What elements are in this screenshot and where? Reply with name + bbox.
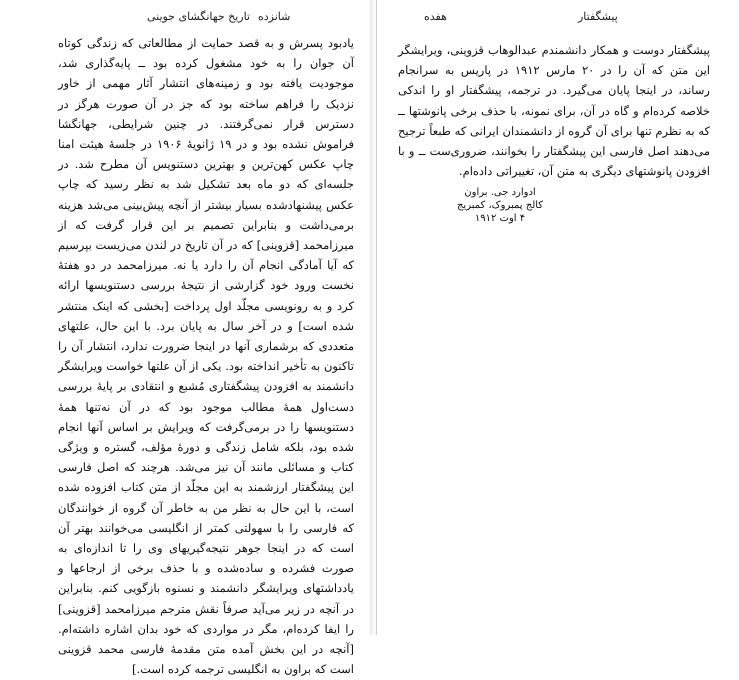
signature-name: ادوارد جی. براون xyxy=(464,187,536,198)
page-number: شانزده xyxy=(258,10,291,23)
signature-date: ۴ اوت ۱۹۱۲ xyxy=(474,213,526,224)
running-title: پیشگفتار xyxy=(578,10,618,23)
running-title: تاریخ جهانگشای جوینی xyxy=(146,10,250,23)
paragraph: یادبود پسرش و به قصد حمایت از مطالعاتی که زندگی کوتاه آن جوان را به خود مشغول کرده بود ــ پایه‌گذاری شد، موجودیت یافته بود و زمینه‌های انتشار آثار مهمی از خاور نزدیک را فراهم ساخته بود که جز در آن صورت هرگز در دسترس قرار نمی‌گرفتند. در چنین شرایطی، جهانگشا فراموش نشده بود و در ۱۹ ژانویهٔ ۱۹۰۶ در جلسهٔ هیئت امنا چاپ عکس کهن‌ترین و بهترین دستنویس آن مطرح شد. در جلسه‌ای که دو ماه بعد تشکیل شد به نظر رسید که چاپ عکس پیشنهادشده بسیار بیشتر از آنچه پیش‌بینی می‌شد هزینه برمی‌داشت و بنابراین تصمیم بر این قرار گرفت که از میرزامحمد [قزوینی] که در آن تاریخ در لندن می‌زیست بپرسیم که آیا آمادگی انجام آن را دارد یا نه. میرزامحمد در دو هفتهٔ نخست ورود خود گزارشی از نتیجهٔ بررسی دستنویسها ارائه کرد و به رونویسی مجلّد اول پرداخت [بخشی که اینک منتشر شده است] و در آخر سال به پایان برد. با این حال، علتهای متعددی که برشماری آنها در اینجا ضرورت ندارد، انتشار آن را تاکنون به تأخیر انداخته بود. یکی از آن علتها خواست ویرایشگر دانشمند به افزودن پیشگفتاری مُشبع و انتقادی بر پایهٔ بررسی دست‌اول همهٔ مطالب موجود بود که در آن نه‌تنها همهٔ دستنویسها را در برمی‌گرفت که ویرایش بر اساس آنها انجام شده بود، بلکه شامل زندگی و دورهٔ مؤلف، گستره و ویژگی کتاب و مسائلی مانند آن نیز می‌شد. هرچند که اصل فارسی این پیشگفتار ارزشمند به این مجلّد از متن کتاب افزوده شده است، با این حال به نظر من به خاطر آن گروه از خوانندگان که فارسی را با سهولتی کمتر از انگلیسی می‌خوانند بهتر آن است که در اینجا جوهر نتیجه‌گیریهای وی را تا اندازه‌ای به صورت فشرده و ساده‌شده و با حذف برخی از ارجاعها و یادداشتهای ویرایشگر دانشمند و نسنوه بازگویی کنم. بنابراین در آنچه در زیر می‌آید صرفاً نقش مترجم میرزامحمد [قزوینی] را ایفا کرده‌ام، مگر در مواردی که خود بدان اشاره داشته‌ام. [آنچه در این بخش آمده متن مقدمهٔ فارسی محمد قزوینی است که براون به انگلیسی ترجمه کرده است.] xyxy=(58,36,354,677)
signature-affiliation: کالج پمبروک، کمبریج xyxy=(456,200,544,211)
paragraph: پیشگفتار دوست و همکار دانشمندم عبدالوهاب قزوینی، ویرایشگر این متن که آن را در ۲۰ مارس ۱۹۱۲ در پاریس به سرانجام رساند، در اینجا پایان می‌گیرد. در ترجمه، پیشگفتار او را اندکی خلاصه کرده‌ام و گاه در آن، برای نمونه، با حذف برخی پانوشتها ــ که به نظرم تنها برای آن گروه از دانشمندان ایرانی که طبعاً ترجیح می‌دهند اصل فارسی این پیشگفتار را بخوانند، ضروری‌ست ــ و با افزودن پانوشتهای دیگری به متن آن، تغییراتی داده‌ام. xyxy=(398,43,710,179)
page-number: هفده xyxy=(424,10,447,23)
gutter-divider xyxy=(376,0,377,635)
signature-block xyxy=(440,186,560,225)
right-page xyxy=(378,0,739,635)
body-text xyxy=(398,40,710,181)
left-page xyxy=(0,0,370,677)
body-text xyxy=(58,33,354,680)
